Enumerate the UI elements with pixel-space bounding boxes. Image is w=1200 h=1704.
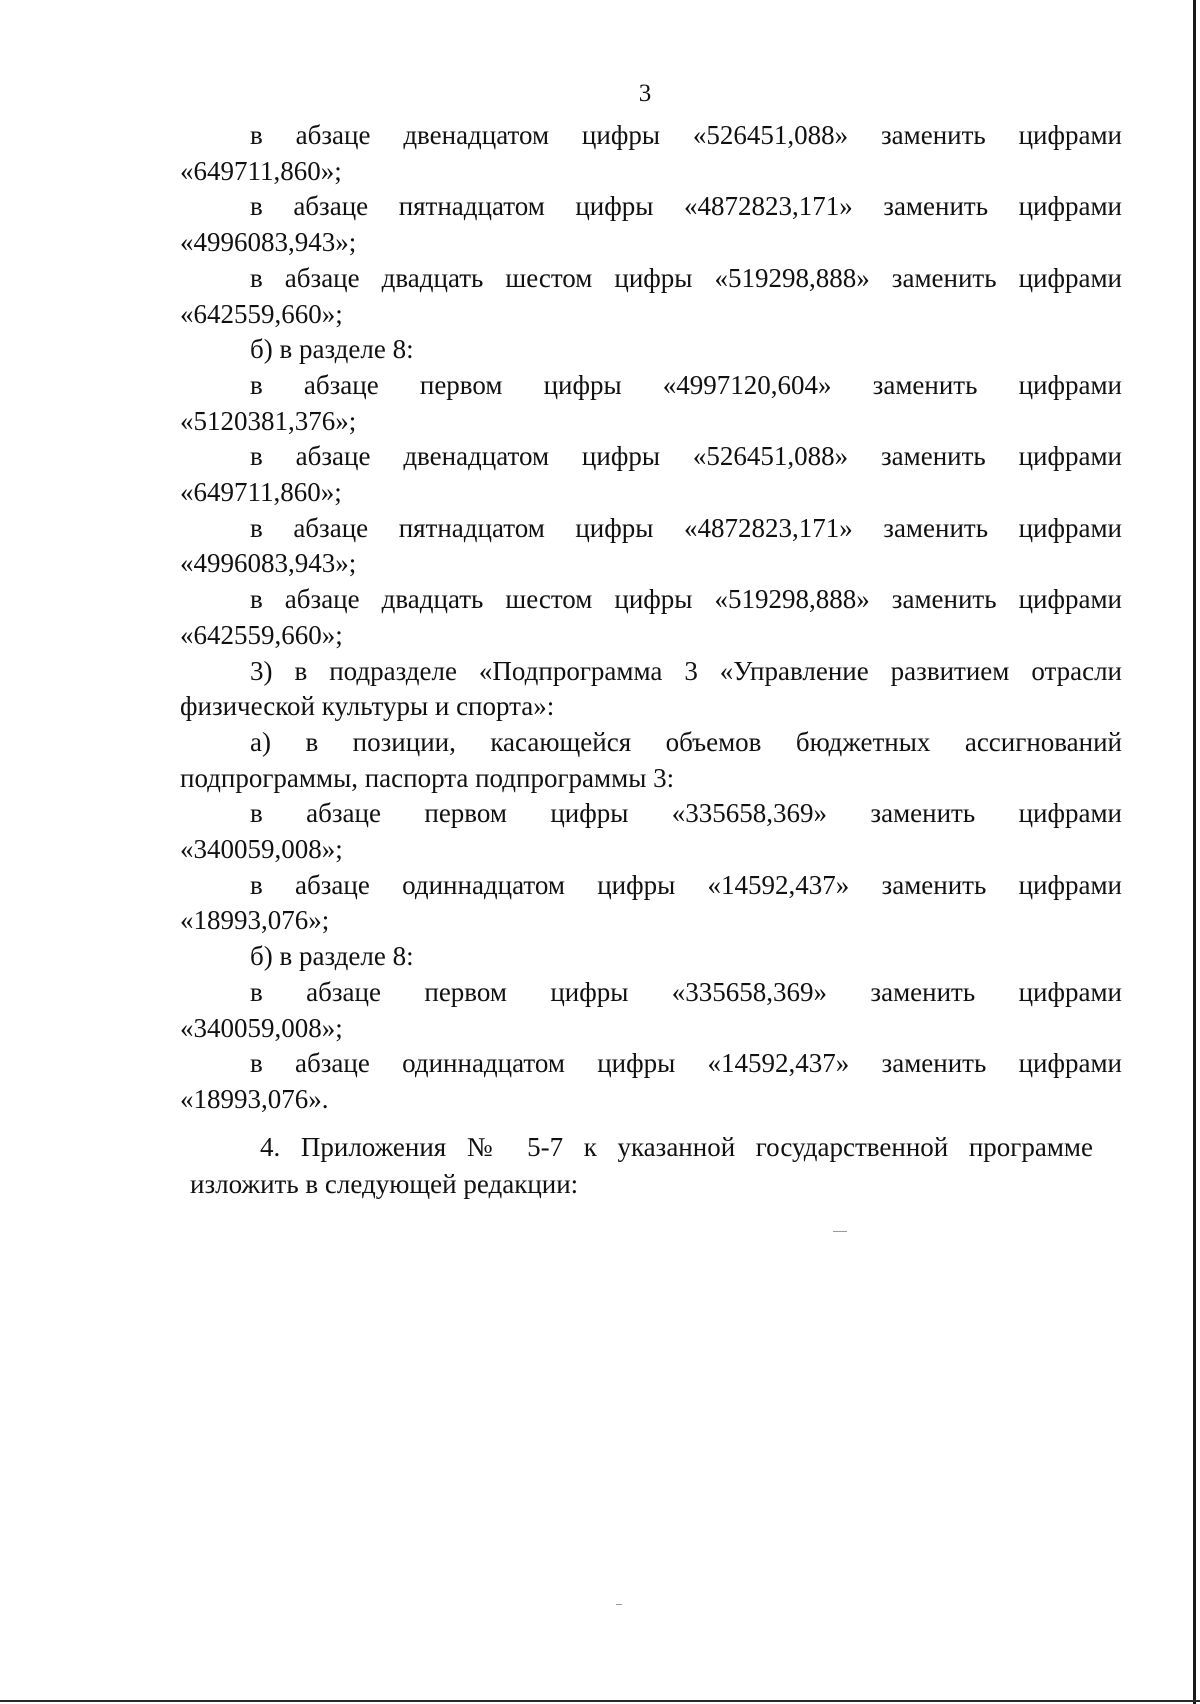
scan-edge-right [1193, 0, 1196, 1704]
section-heading: б) в разделе 8: [250, 941, 414, 972]
paragraph-continuation: «649711,860»; [180, 155, 342, 186]
subsection-continuation: физической культуры и спорта»: [180, 691, 555, 722]
paragraph-continuation: «4996083,943»; [180, 227, 357, 258]
paragraph-continuation: подпрограммы, паспорта подпрограммы 3: [180, 762, 675, 793]
paragraph-continuation: «642559,660»; [180, 298, 343, 329]
paragraph-continuation: «5120381,376»; [180, 405, 357, 436]
scan-artifact-mark [833, 1231, 847, 1232]
paragraph-continuation: «18993,076». [180, 1083, 329, 1114]
paragraph-continuation: «642559,660»; [180, 619, 343, 650]
paragraph-continuation: «649711,860»; [180, 477, 342, 508]
page-number: 3 [638, 80, 652, 107]
paragraph-line: в абзаце одиннадцатом цифры «14592,437» заменить цифрами [250, 869, 1122, 900]
scan-edge-bottom [0, 1700, 1200, 1702]
paragraph-continuation: «340059,008»; [180, 1012, 343, 1043]
paragraph-line: в абзаце двенадцатом цифры «526451,088» заменить цифрами [250, 441, 1122, 472]
paragraph-line: в абзаце двадцать шестом цифры «519298,888» заменить цифрами [250, 584, 1122, 615]
section-heading: б) в разделе 8: [250, 334, 414, 365]
amendment-list [180, 118, 1122, 1118]
paragraph-line: в абзаце первом цифры «4997120,604» заменить цифрами [250, 369, 1122, 400]
paragraph-line: в абзаце первом цифры «335658,369» заменить цифрами [250, 976, 1122, 1007]
closing-continuation: изложить в следующей редакции: [190, 1169, 579, 1199]
paragraph-line: а) в позиции, касающейся объемов бюджетных ассигнований [250, 726, 1122, 757]
paragraph-continuation: «4996083,943»; [180, 548, 357, 579]
paragraph-line: в абзаце пятнадцатом цифры «4872823,171» заменить цифрами [250, 512, 1122, 543]
scan-artifact-mark [616, 1604, 622, 1605]
paragraph-line: в абзаце одиннадцатом цифры «14592,437» заменить цифрами [250, 1048, 1122, 1079]
paragraph-continuation: «18993,076»; [180, 905, 330, 936]
paragraph-line: в абзаце первом цифры «335658,369» заменить цифрами [250, 798, 1122, 829]
subsection-line: 3) в подразделе «Подпрограмма 3 «Управление развитием отрасли [250, 655, 1122, 686]
closing-line: 4. Приложения № 5-7 к указанной государственной программе [260, 1132, 1093, 1162]
paragraph-line: в абзаце пятнадцатом цифры «4872823,171» заменить цифрами [250, 191, 1122, 222]
paragraph-continuation: «340059,008»; [180, 834, 343, 865]
paragraph-line: в абзаце двадцать шестом цифры «519298,888» заменить цифрами [250, 262, 1122, 293]
paragraph-line: в абзаце двенадцатом цифры «526451,088» заменить цифрами [250, 120, 1122, 150]
closing-paragraph [190, 1129, 1093, 1203]
